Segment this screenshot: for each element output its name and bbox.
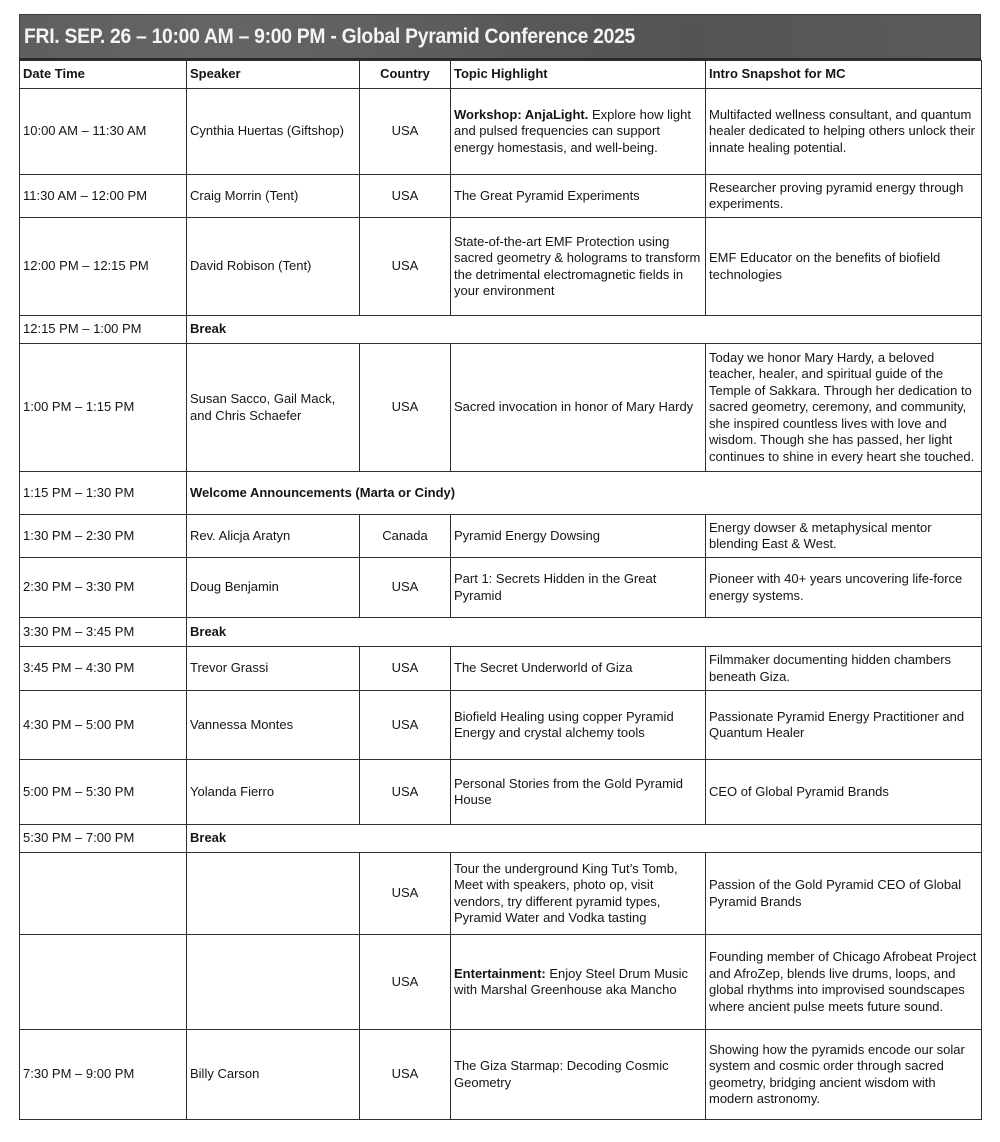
schedule-table bbox=[19, 60, 982, 1120]
topic-text: Tour the underground King Tut’s Tomb, Meet with speakers, photo op, visit vendors, try different pyramid types, Pyramid Water and Vodka tasting bbox=[454, 860, 678, 925]
cell-intro: Filmmaker documenting hidden chambers beneath Giza. bbox=[706, 647, 982, 691]
cell-time: 3:30 PM – 3:45 PM bbox=[20, 618, 187, 647]
cell-speaker: Craig Morrin (Tent) bbox=[187, 175, 360, 218]
cell-time: 1:15 PM – 1:30 PM bbox=[20, 472, 187, 515]
cell-intro: Pioneer with 40+ years uncovering life-force energy systems. bbox=[706, 558, 982, 618]
cell-country: USA bbox=[360, 853, 451, 935]
topic-text: The Giza Starmap: Decoding Cosmic Geometry bbox=[454, 1058, 669, 1090]
cell-speaker: Vannessa Montes bbox=[187, 691, 360, 760]
topic-bold-label: Workshop: AnjaLight. bbox=[454, 106, 589, 122]
cell-speaker: Doug Benjamin bbox=[187, 558, 360, 618]
cell-country: USA bbox=[360, 218, 451, 316]
cell-time: 7:30 PM – 9:00 PM bbox=[20, 1030, 187, 1120]
cell-time: 5:30 PM – 7:00 PM bbox=[20, 825, 187, 853]
topic-text: The Secret Underworld of Giza bbox=[454, 660, 633, 676]
cell-topic bbox=[451, 175, 706, 218]
col-header-intro: Intro Snapshot for MC bbox=[706, 61, 982, 89]
table-row bbox=[20, 760, 982, 825]
table-row bbox=[20, 89, 982, 175]
cell-time: 10:00 AM – 11:30 AM bbox=[20, 89, 187, 175]
cell-intro: Showing how the pyramids encode our solar system and cosmic order through sacred geometry, bridging ancient wisdom with modern astronomy. bbox=[706, 1030, 982, 1120]
cell-time: 12:00 PM – 12:15 PM bbox=[20, 218, 187, 316]
cell-country: USA bbox=[360, 1030, 451, 1120]
cell-topic bbox=[451, 853, 706, 935]
topic-bold-label: Entertainment: bbox=[454, 965, 546, 981]
cell-speaker: Susan Sacco, Gail Mack, and Chris Schaefer bbox=[187, 344, 360, 472]
cell-intro: Passionate Pyramid Energy Practitioner and Quantum Healer bbox=[706, 691, 982, 760]
cell-time: 1:00 PM – 1:15 PM bbox=[20, 344, 187, 472]
col-header-date-time: Date Time bbox=[20, 61, 187, 89]
table-row bbox=[20, 344, 982, 472]
cell-speaker: Yolanda Fierro bbox=[187, 760, 360, 825]
cell-topic bbox=[451, 691, 706, 760]
cell-span-label: Break bbox=[187, 825, 982, 853]
cell-topic bbox=[451, 935, 706, 1030]
cell-country: USA bbox=[360, 935, 451, 1030]
cell-speaker: Rev. Alicja Aratyn bbox=[187, 515, 360, 558]
topic-text: State-of-the-art EMF Protection using sacred geometry & holograms to transform the detrimental electromagnetic fields in your environment bbox=[454, 233, 701, 298]
cell-country: USA bbox=[360, 691, 451, 760]
topic-text: Pyramid Energy Dowsing bbox=[454, 527, 600, 543]
cell-time: 5:00 PM – 5:30 PM bbox=[20, 760, 187, 825]
topic-text: Biofield Healing using copper Pyramid Energy and crystal alchemy tools bbox=[454, 708, 674, 740]
table-body bbox=[20, 89, 982, 1120]
table-row bbox=[20, 647, 982, 691]
page-title: FRI. SEP. 26 – 10:00 AM – 9:00 PM - Global Pyramid Conference 2025 bbox=[24, 24, 636, 48]
table-row bbox=[20, 175, 982, 218]
cell-topic bbox=[451, 760, 706, 825]
table-row-span bbox=[20, 618, 982, 647]
topic-text: Enjoy Steel Drum Music with Marshal Greenhouse aka Mancho bbox=[454, 965, 689, 997]
cell-time bbox=[20, 853, 187, 935]
cell-time: 12:15 PM – 1:00 PM bbox=[20, 316, 187, 344]
schedule-page bbox=[19, 14, 981, 1120]
cell-country: Canada bbox=[360, 515, 451, 558]
table-row-span bbox=[20, 472, 982, 515]
cell-topic bbox=[451, 1030, 706, 1120]
table-row-span bbox=[20, 316, 982, 344]
topic-text: Explore how light and pulsed frequencies can support energy homestasis, and well-being. bbox=[454, 106, 691, 155]
cell-span-label: Break bbox=[187, 618, 982, 647]
cell-time: 2:30 PM – 3:30 PM bbox=[20, 558, 187, 618]
topic-text: The Great Pyramid Experiments bbox=[454, 187, 640, 203]
cell-topic bbox=[451, 89, 706, 175]
cell-intro: Founding member of Chicago Afrobeat Project and AfroZep, blends live drums, loops, and global rhythms into improvised soundscapes where ancient pulse meets future sound. bbox=[706, 935, 982, 1030]
table-row bbox=[20, 515, 982, 558]
cell-country: USA bbox=[360, 760, 451, 825]
cell-country: USA bbox=[360, 558, 451, 618]
cell-topic bbox=[451, 515, 706, 558]
cell-span-label: Welcome Announcements (Marta or Cindy) bbox=[187, 472, 982, 515]
cell-speaker bbox=[187, 853, 360, 935]
cell-intro: Today we honor Mary Hardy, a beloved teacher, healer, and spiritual guide of the Temple of Sakkara. Through her dedication to sacred geometry, ceremony, and community, she inspired countless lives with love and wisdom. Though she has passed, her light continues to shine in every heart she touched. bbox=[706, 344, 982, 472]
cell-time: 4:30 PM – 5:00 PM bbox=[20, 691, 187, 760]
cell-speaker bbox=[187, 935, 360, 1030]
topic-text: Personal Stories from the Gold Pyramid House bbox=[454, 775, 684, 807]
cell-speaker: Cynthia Huertas (Giftshop) bbox=[187, 89, 360, 175]
cell-span-label: Break bbox=[187, 316, 982, 344]
table-row-span bbox=[20, 825, 982, 853]
table-row bbox=[20, 853, 982, 935]
table-row bbox=[20, 935, 982, 1030]
table-row bbox=[20, 691, 982, 760]
cell-speaker: Billy Carson bbox=[187, 1030, 360, 1120]
col-header-speaker: Speaker bbox=[187, 61, 360, 89]
cell-topic bbox=[451, 344, 706, 472]
topic-text: Part 1: Secrets Hidden in the Great Pyramid bbox=[454, 571, 657, 603]
cell-intro: Researcher proving pyramid energy through experiments. bbox=[706, 175, 982, 218]
table-header-row bbox=[20, 61, 982, 89]
topic-text: Sacred invocation in honor of Mary Hardy bbox=[454, 399, 694, 415]
table-row bbox=[20, 218, 982, 316]
table-row bbox=[20, 558, 982, 618]
cell-topic bbox=[451, 558, 706, 618]
cell-speaker: David Robison (Tent) bbox=[187, 218, 360, 316]
cell-intro: Multifacted wellness consultant, and quantum healer dedicated to helping others unlock their innate healing potential. bbox=[706, 89, 982, 175]
cell-intro: CEO of Global Pyramid Brands bbox=[706, 760, 982, 825]
cell-topic bbox=[451, 218, 706, 316]
cell-time: 1:30 PM – 2:30 PM bbox=[20, 515, 187, 558]
table-row bbox=[20, 1030, 982, 1120]
cell-time bbox=[20, 935, 187, 1030]
title-bar bbox=[19, 14, 981, 60]
cell-time: 3:45 PM – 4:30 PM bbox=[20, 647, 187, 691]
cell-country: USA bbox=[360, 344, 451, 472]
cell-country: USA bbox=[360, 89, 451, 175]
col-header-country: Country bbox=[360, 61, 451, 89]
cell-topic bbox=[451, 647, 706, 691]
cell-intro: Energy dowser & metaphysical mentor blending East & West. bbox=[706, 515, 982, 558]
cell-time: 11:30 AM – 12:00 PM bbox=[20, 175, 187, 218]
cell-country: USA bbox=[360, 647, 451, 691]
cell-intro: EMF Educator on the benefits of biofield technologies bbox=[706, 218, 982, 316]
cell-intro: Passion of the Gold Pyramid CEO of Global Pyramid Brands bbox=[706, 853, 982, 935]
cell-country: USA bbox=[360, 175, 451, 218]
cell-speaker: Trevor Grassi bbox=[187, 647, 360, 691]
col-header-topic: Topic Highlight bbox=[451, 61, 706, 89]
